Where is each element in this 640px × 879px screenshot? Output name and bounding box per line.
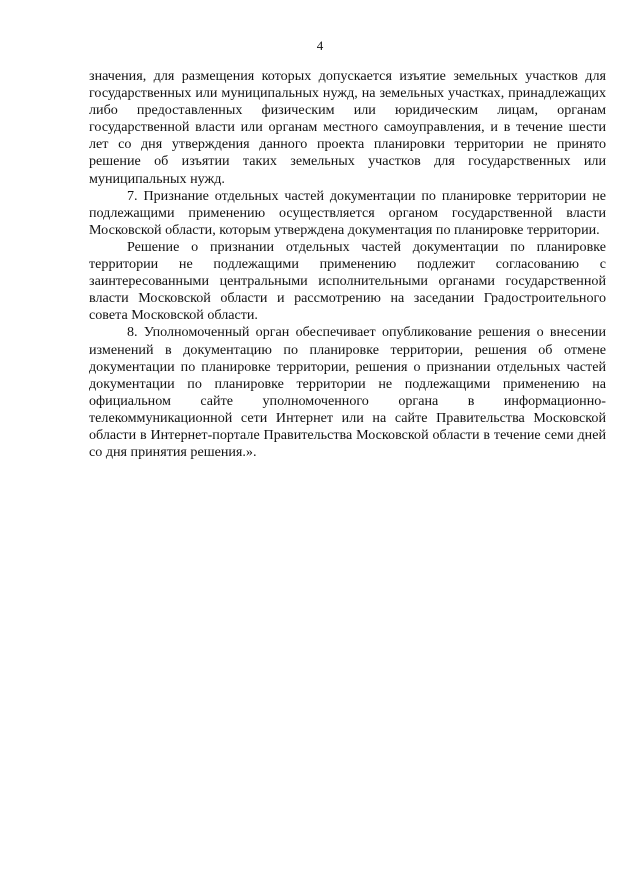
page-number: 4: [316, 38, 324, 53]
paragraph-item-7-approval: Решение о признании отдельных частей документации по планировке территории не подлежащими применению подлежит согласованию с заинтересованными центральными исполнительными органами государственной власти Московской области и рассмотрению на заседании Градостроительного совета Московской области.: [89, 238, 606, 324]
paragraph-item-7: 7. Признание отдельных частей документации по планировке территории не подлежащими применению осуществляется органом государственной власти Московской области, которым утверждена документация по планировке территории.: [89, 187, 606, 238]
document-body: [89, 68, 606, 461]
paragraph-continuation: значения, для размещения которых допускается изъятие земельных участков для государственных или муниципальных нужд, на земельных участках, принадлежащих либо предоставленных физическим или юридическим лицам, органам государственной власти или органам местного самоуправления, и в течение шести лет со дня утверждения данного проекта планировки территории не принято решение об изъятии таких земельных участков для государственных или муниципальных нужд.: [89, 68, 606, 187]
paragraph-item-8: 8. Уполномоченный орган обеспечивает опубликование решения о внесении изменений в документацию по планировке территории, решения об отмене документации по планировке территории, решения о признании отдельных частей документации по планировке территории не подлежащими применению на официальном сайте уполномоченного органа в информационно-телекоммуникационной сети Интернет или на сайте Правительства Московской области в Интернет-портале Правительства Московской области в течение семи дней со дня принятия решения.».: [89, 324, 606, 461]
